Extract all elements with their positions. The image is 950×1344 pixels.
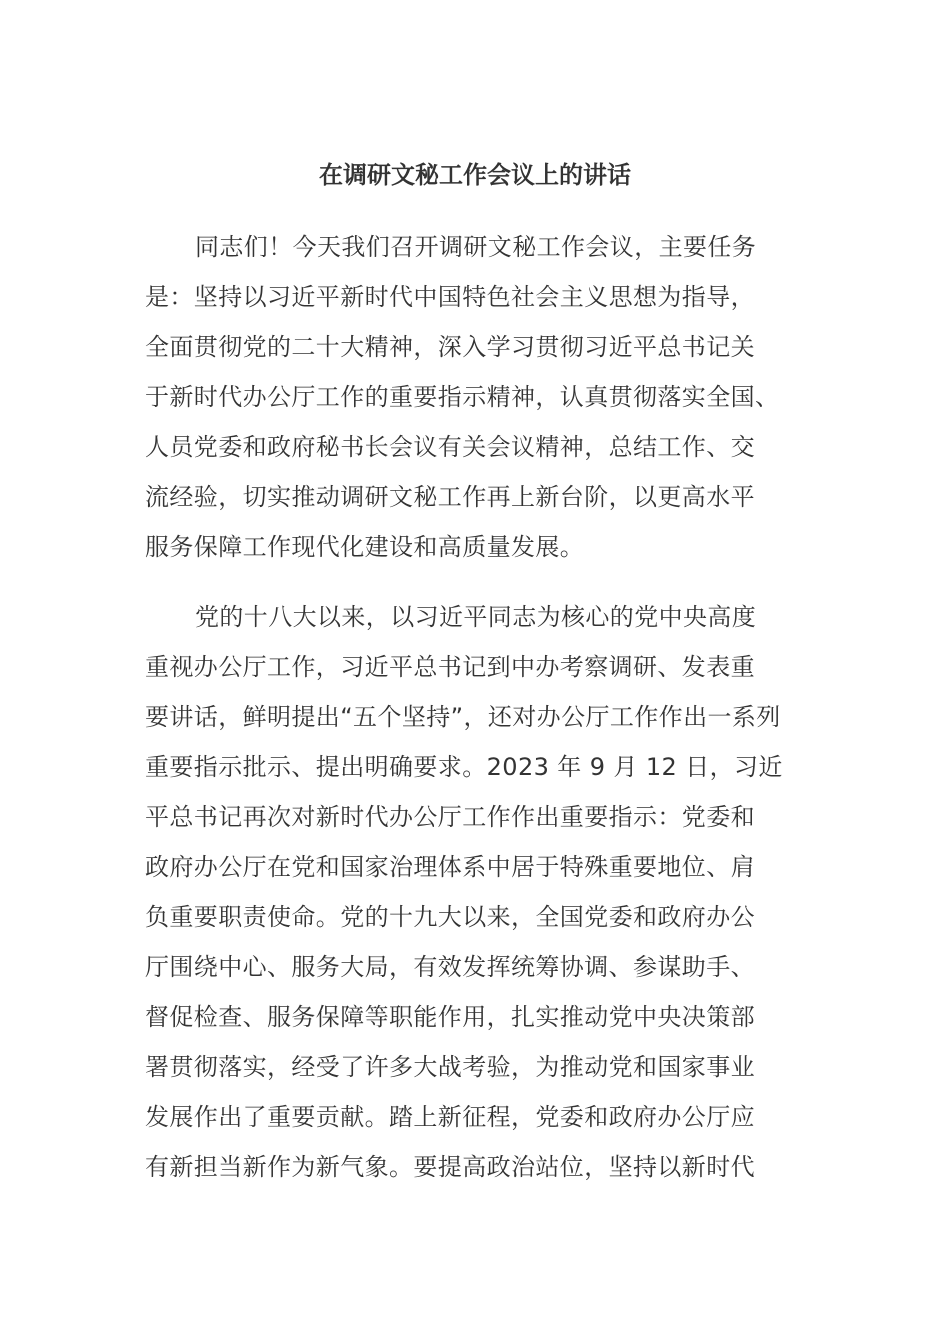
paragraph-line: 厅围绕中心、服务大局，有效发挥统筹协调、参谋助手、 xyxy=(145,953,755,981)
paragraph-line: 有新担当新作为新气象。要提高政治站位，坚持以新时代 xyxy=(145,1153,755,1181)
paragraph-line: 全面贯彻党的二十大精神，深入学习贯彻习近平总书记关 xyxy=(145,333,755,361)
paragraph-line: 党的十八大以来，以习近平同志为核心的党中央高度 xyxy=(195,603,757,631)
paragraph-line: 政府办公厅在党和国家治理体系中居于特殊重要地位、肩 xyxy=(145,853,755,881)
paragraph-line: 人员党委和政府秘书长会议有关会议精神，总结工作、交 xyxy=(145,433,755,461)
paragraph-line: 于新时代办公厅工作的重要指示精神，认真贯彻落实全国、 xyxy=(145,383,780,411)
paragraph-line: 平总书记再次对新时代办公厅工作作出重要指示：党委和 xyxy=(145,803,755,831)
paragraph-1 xyxy=(145,222,805,572)
paragraph-line: 重要指示批示、提出明确要求。2023 年 9 月 12 日，习近 xyxy=(145,753,783,781)
paragraph-line: 重视办公厅工作，习近平总书记到中办考察调研、发表重 xyxy=(145,653,755,681)
paragraph-line: 督促检查、服务保障等职能作用，扎实推动党中央决策部 xyxy=(145,1003,755,1031)
paragraph-line: 要讲话，鲜明提出“五个坚持”，还对办公厅工作作出一系列 xyxy=(145,703,781,731)
paragraph-line: 服务保障工作现代化建设和高质量发展。 xyxy=(145,533,585,561)
paragraph-line: 发展作出了重要贡献。踏上新征程，党委和政府办公厅应 xyxy=(145,1103,755,1131)
page-title: 在调研文秘工作会议上的讲话 xyxy=(319,161,631,189)
paragraph-line: 是：坚持以习近平新时代中国特色社会主义思想为指导， xyxy=(145,283,755,311)
paragraph-line: 流经验，切实推动调研文秘工作再上新台阶，以更高水平 xyxy=(145,483,755,511)
paragraph-line: 同志们！今天我们召开调研文秘工作会议，主要任务 xyxy=(195,233,757,261)
paragraph-line: 负重要职责使命。党的十九大以来，全国党委和政府办公 xyxy=(145,903,755,931)
paragraph-2 xyxy=(145,592,805,1192)
paragraph-line: 署贯彻落实，经受了许多大战考验，为推动党和国家事业 xyxy=(145,1053,755,1081)
